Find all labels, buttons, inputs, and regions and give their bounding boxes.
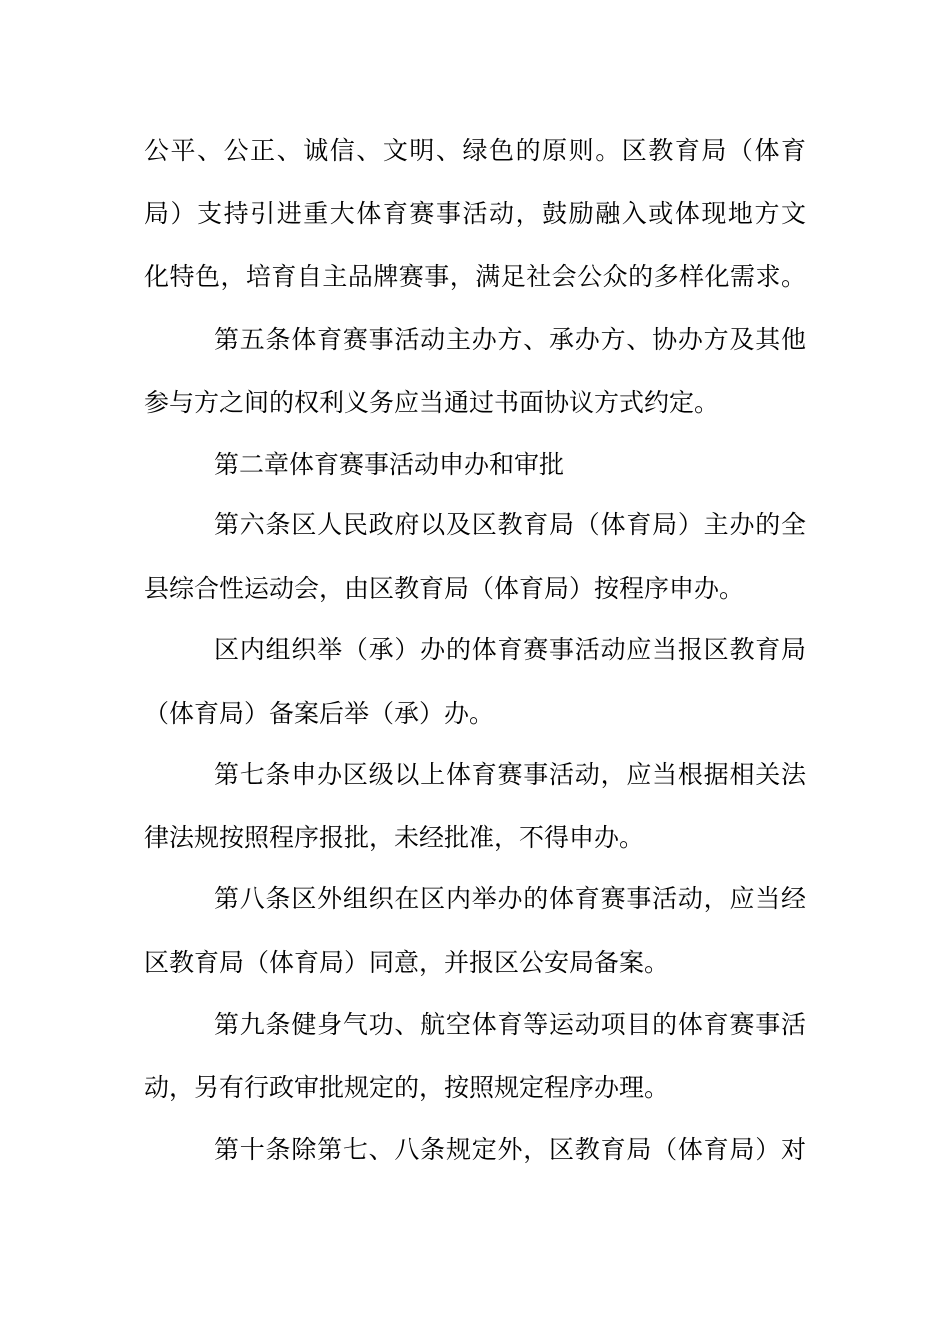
- text-line: （体育局）备案后举（承）办。: [144, 699, 495, 728]
- paragraph-line: 第十条除第七、八条规定外，区教育局（体育局）对: [214, 1135, 806, 1164]
- text-line: 区教育局（体育局）同意，并报区公安局备案。: [144, 948, 670, 977]
- paragraph-line: 第七条申办区级以上体育赛事活动，应当根据相关法: [214, 760, 806, 789]
- paragraph-line: 区内组织举（承）办的体育赛事活动应当报区教育局: [214, 635, 806, 664]
- text-line: 化特色，培育自主品牌赛事，满足社会公众的多样化需求。: [144, 262, 806, 291]
- text-line: 县综合性运动会，由区教育局（体育局）按程序申办。: [144, 574, 745, 603]
- paragraph-line: 第六条区人民政府以及区教育局（体育局）主办的全: [214, 510, 806, 539]
- paragraph-line: 第八条区外组织在区内举办的体育赛事活动，应当经: [214, 884, 806, 913]
- paragraph-line: 第九条健身气功、航空体育等运动项目的体育赛事活: [214, 1010, 806, 1039]
- text-line: 律法规按照程序报批，未经批准，不得申办。: [144, 823, 645, 852]
- paragraph-line: 第五条体育赛事活动主办方、承办方、协办方及其他: [214, 325, 806, 354]
- text-line: 公平、公正、诚信、文明、绿色的原则。区教育局（体育: [144, 136, 806, 165]
- chapter-heading: 第二章体育赛事活动申办和审批: [214, 450, 565, 479]
- text-line: 动，另有行政审批规定的，按照规定程序办理。: [144, 1073, 670, 1102]
- text-line: 局）支持引进重大体育赛事活动，鼓励融入或体现地方文: [144, 199, 806, 228]
- text-line: 参与方之间的权利义务应当通过书面协议方式约定。: [144, 388, 720, 417]
